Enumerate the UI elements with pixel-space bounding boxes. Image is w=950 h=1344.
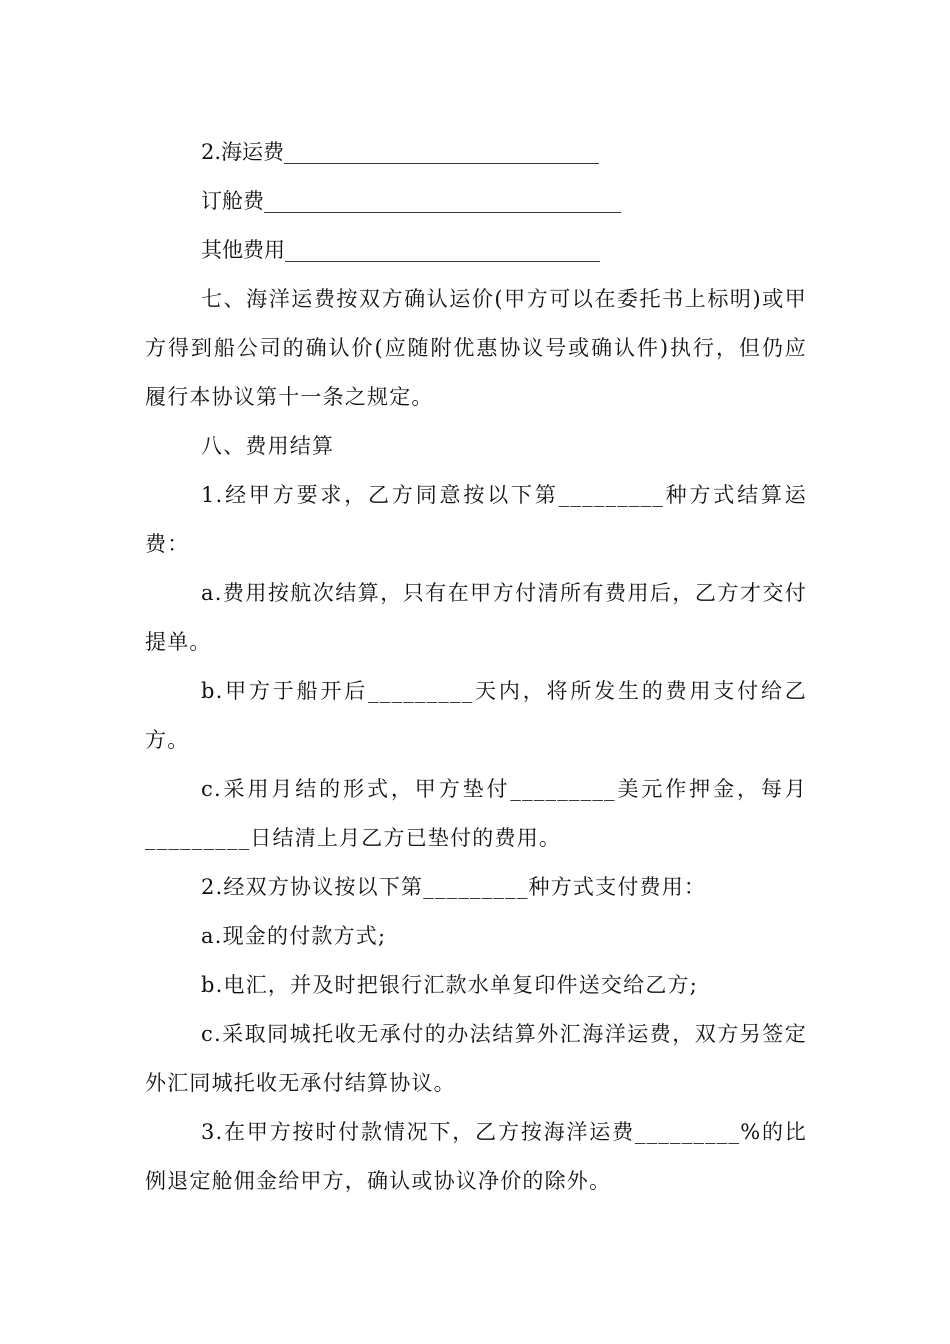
fee-line-booking: 订舱费__________________________________ <box>201 189 621 213</box>
document-body <box>145 128 807 1206</box>
settlement-item-1: 1.经甲方要求，乙方同意按以下第_________种方式结算运费： <box>145 483 807 556</box>
payment-option-c: c.采取同城托收无承付的办法结算外汇海洋运费，双方另签定外汇同城托收无承付结算协议。 <box>145 1022 807 1095</box>
payment-option-a: a.现金的付款方式; <box>201 924 387 948</box>
payment-item-2: 2.经双方协议按以下第_________种方式支付费用： <box>201 875 707 899</box>
fee-line-other: 其他费用______________________________ <box>201 238 600 262</box>
section-heading-settlement: 八、费用结算 <box>201 434 335 458</box>
settlement-option-b: b.甲方于船开后_________天内，将所发生的费用支付给乙方。 <box>145 679 807 752</box>
commission-item-3: 3.在甲方按时付款情况下，乙方按海洋运费_________%的比例退定舱佣金给甲方，确认或协议净价的除外。 <box>145 1120 807 1193</box>
payment-option-b: b.电汇，并及时把银行汇款水单复印件送交给乙方; <box>201 973 698 997</box>
fee-line-ocean-freight: 2.海运费______________________________ <box>201 140 600 164</box>
settlement-option-c: c.采用月结的形式，甲方垫付_________美元作押金，每月_________日结清上月乙方已垫付的费用。 <box>145 777 807 850</box>
clause-seven: 七、海洋运费按双方确认运价(甲方可以在委托书上标明)或甲方得到船公司的确认价(应随附优惠协议号或确认件)执行，但仍应履行本协议第十一条之规定。 <box>145 287 807 409</box>
settlement-option-a: a.费用按航次结算，只有在甲方付清所有费用后，乙方才交付提单。 <box>145 581 807 654</box>
